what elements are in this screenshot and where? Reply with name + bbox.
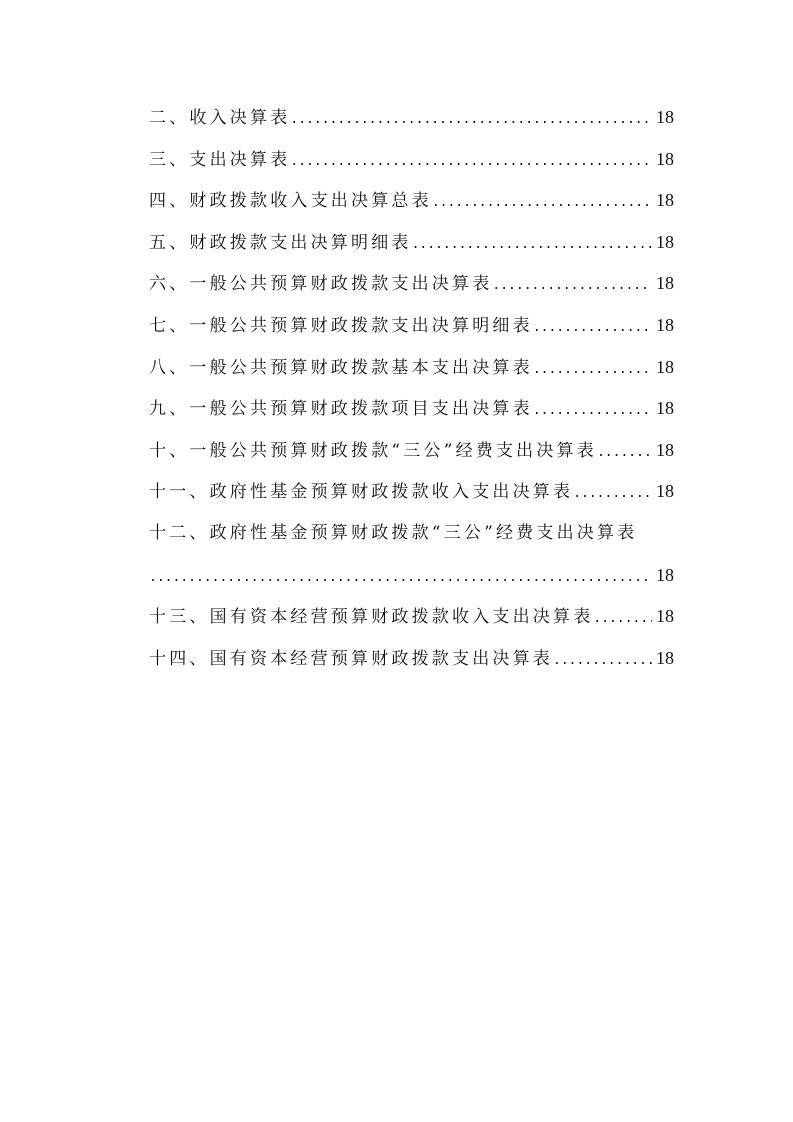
toc-page-number: 18 — [656, 190, 674, 211]
toc-entry-fiscal-detail[interactable] — [149, 222, 674, 264]
toc-entry-title: 四、财政拨款收入支出决算总表 — [149, 191, 432, 212]
table-of-contents — [149, 97, 674, 679]
toc-entry-gov-fund-three-public-title[interactable] — [149, 513, 674, 555]
dot-leader — [492, 265, 652, 307]
dot-leader — [290, 99, 652, 141]
toc-page-number: 18 — [656, 481, 674, 502]
dot-leader — [533, 390, 652, 432]
toc-entry-title: 十四、国有资本经营预算财政拨款支出决算表 — [149, 648, 553, 669]
toc-entry-state-capital[interactable] — [149, 596, 674, 638]
dot-leader — [573, 473, 652, 515]
dot-leader — [597, 432, 652, 474]
toc-entry-title: 七、一般公共预算财政拨款支出决算明细表 — [149, 315, 533, 336]
toc-page-number: 18 — [656, 273, 674, 294]
toc-entry-general-budget-detail[interactable] — [149, 305, 674, 347]
toc-entry-general-budget-project[interactable] — [149, 388, 674, 430]
toc-page-number: 18 — [656, 439, 674, 460]
toc-page-number: 18 — [656, 606, 674, 627]
dot-leader — [593, 598, 652, 640]
toc-entry-title: 八、一般公共预算财政拨款基本支出决算表 — [149, 357, 533, 378]
dot-leader — [412, 224, 652, 266]
toc-entry-title: 六、一般公共预算财政拨款支出决算表 — [149, 274, 493, 295]
dot-leader — [533, 307, 652, 349]
toc-page-number: 18 — [656, 356, 674, 377]
toc-entry-title: 九、一般公共预算财政拨款项目支出决算表 — [149, 399, 533, 420]
toc-page-number: 18 — [656, 314, 674, 335]
toc-entry-title: 十、一般公共预算财政拨款“三公”经费支出决算表 — [149, 440, 597, 461]
toc-page-number: 18 — [656, 231, 674, 252]
dot-leader — [533, 349, 652, 391]
toc-entry-gov-fund[interactable] — [149, 471, 674, 513]
toc-entry-title: 十三、国有资本经营预算财政拨款收入支出决算表 — [149, 607, 594, 628]
toc-page-number: 18 — [656, 647, 674, 668]
toc-entry-general-budget-basic[interactable] — [149, 347, 674, 389]
toc-entry-gov-fund-three-public-page[interactable] — [149, 555, 674, 597]
toc-page-number: 18 — [656, 564, 674, 585]
toc-page-number: 18 — [656, 107, 674, 127]
toc-entry-expenditure[interactable] — [149, 139, 674, 181]
toc-entry-title: 二、收入决算表 — [149, 108, 291, 128]
toc-entry-general-budget-three-public[interactable] — [149, 430, 674, 472]
toc-page-number: 18 — [656, 148, 674, 169]
dot-leader — [432, 182, 652, 224]
toc-entry-state-capital-expenditure[interactable] — [149, 638, 674, 680]
dot-leader — [149, 557, 652, 599]
toc-entry-fiscal-summary[interactable] — [149, 180, 674, 222]
toc-entry-title: 十一、政府性基金预算财政拨款收入支出决算表 — [149, 482, 574, 503]
toc-entry-general-budget[interactable] — [149, 263, 674, 305]
toc-entry-title: 三、支出决算表 — [149, 149, 291, 170]
toc-page-number: 18 — [656, 398, 674, 419]
toc-entry-income[interactable] — [149, 97, 674, 139]
dot-leader — [553, 640, 652, 682]
toc-entry-title: 十二、政府性基金预算财政拨款“三公”经费支出决算表 — [149, 522, 638, 543]
toc-entry-title: 五、财政拨款支出决算明细表 — [149, 232, 412, 253]
dot-leader — [290, 141, 652, 183]
